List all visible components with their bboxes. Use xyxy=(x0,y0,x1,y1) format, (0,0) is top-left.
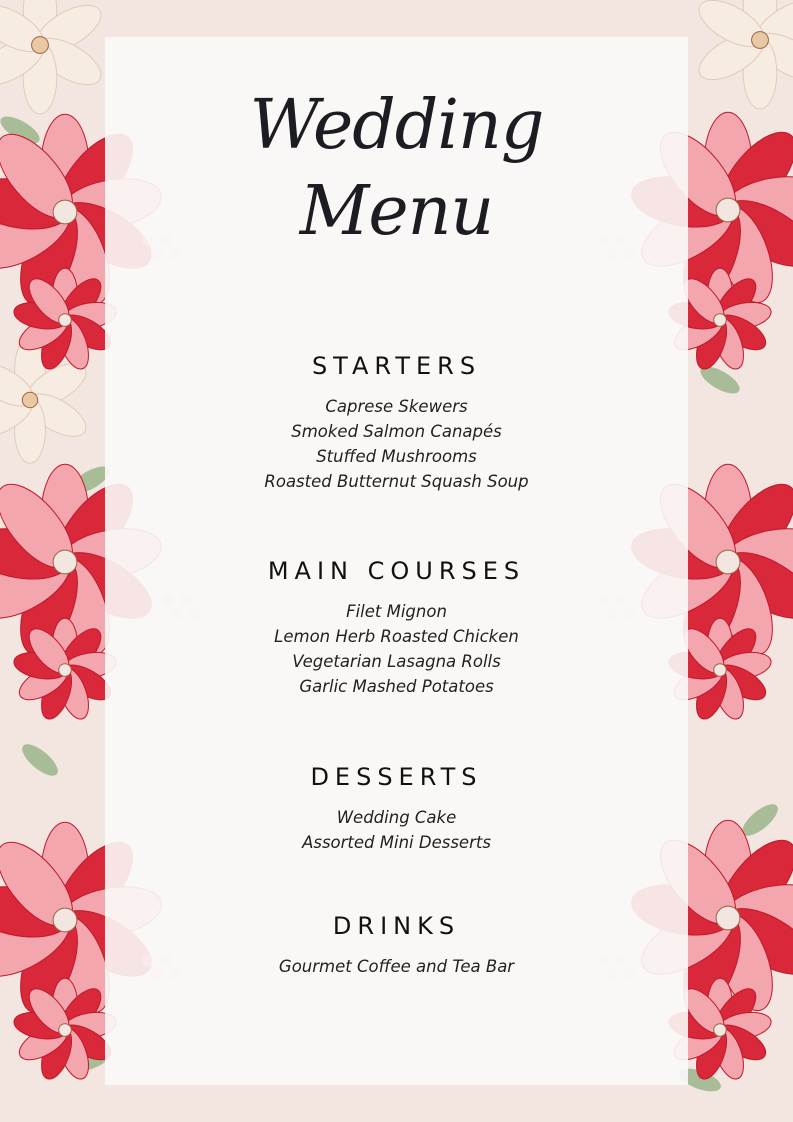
section-starters xyxy=(0,352,793,494)
menu-item: Stuffed Mushrooms xyxy=(316,447,477,466)
section-main-courses xyxy=(0,557,793,699)
menu-item: Smoked Salmon Canapés xyxy=(291,422,502,441)
section-desserts xyxy=(0,763,793,855)
menu-item: Wedding Cake xyxy=(336,808,457,827)
title-line-1: Wedding xyxy=(249,86,544,165)
menu-item: Caprese Skewers xyxy=(325,397,468,416)
menu-item: Lemon Herb Roasted Chicken xyxy=(274,627,519,646)
menu-item: Vegetarian Lasagna Rolls xyxy=(292,652,501,671)
section-heading: STARTERS xyxy=(311,352,482,380)
section-drinks xyxy=(0,912,793,979)
section-heading: DESSERTS xyxy=(310,763,483,791)
section-heading: MAIN COURSES xyxy=(267,557,526,585)
menu-item: Gourmet Coffee and Tea Bar xyxy=(278,957,515,976)
menu-item: Garlic Mashed Potatoes xyxy=(299,677,494,696)
menu-item: Roasted Butternut Squash Soup xyxy=(264,472,529,491)
section-heading: DRINKS xyxy=(332,912,461,940)
menu-item: Filet Mignon xyxy=(346,602,447,621)
title-line-2: Menu xyxy=(299,172,494,251)
menu-item: Assorted Mini Desserts xyxy=(302,833,491,852)
